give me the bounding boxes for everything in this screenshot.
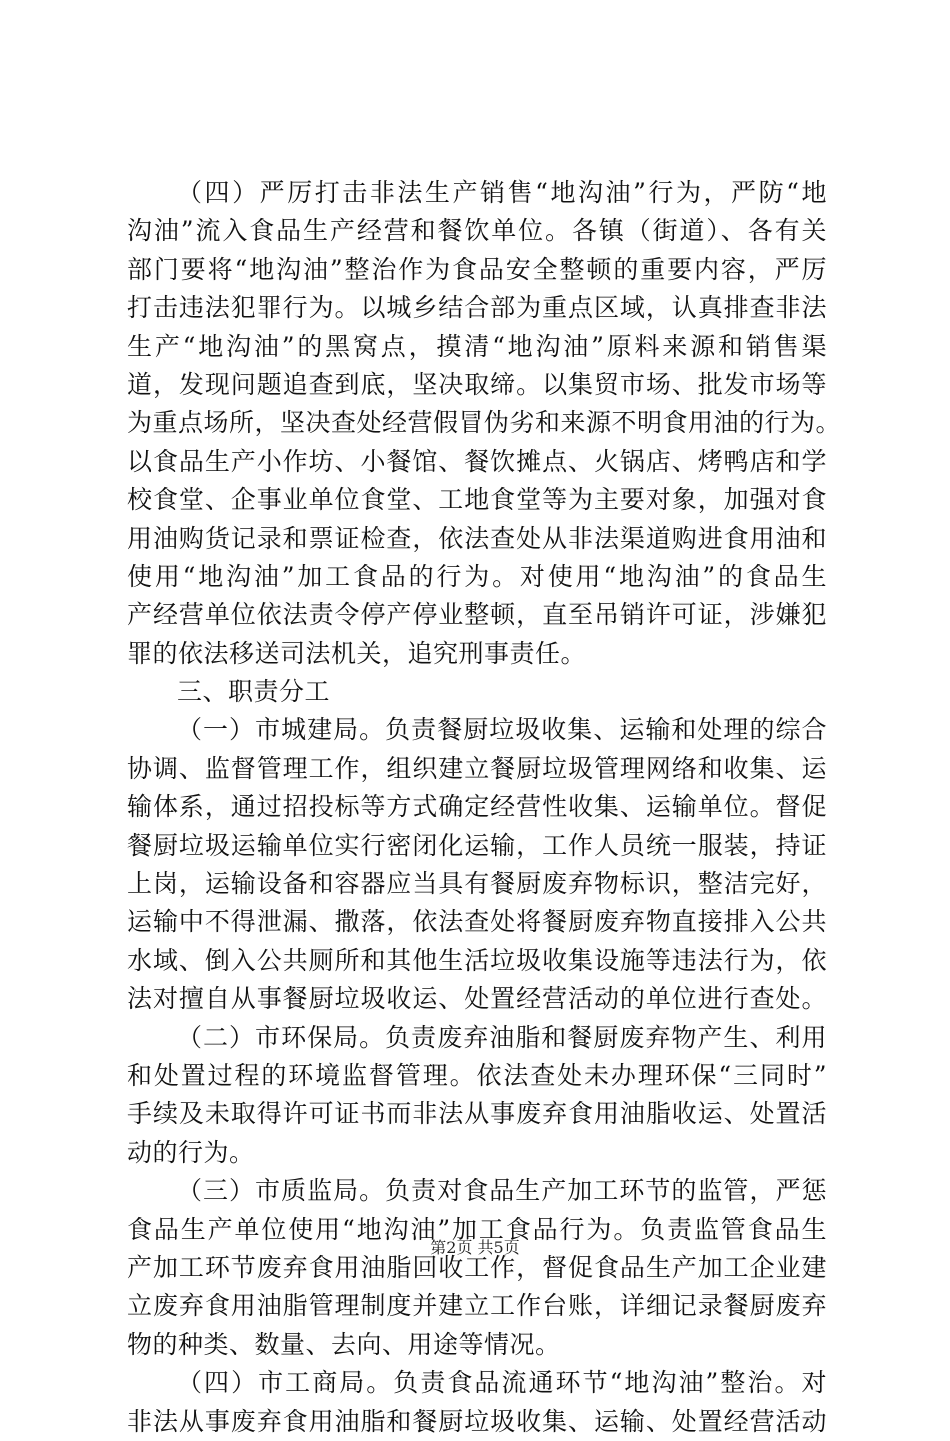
- text-line: （三）市质监局。负责对食品生产加工环节的监管，严惩: [177, 1176, 827, 1206]
- text-line: 校食堂、企事业单位食堂、工地食堂等为主要对象，加强对食: [127, 485, 827, 515]
- text-line: 产经营单位依法责令停产停业整顿，直至吊销许可证，涉嫌犯: [127, 600, 827, 630]
- text-line: 打击违法犯罪行为。以城乡结合部为重点区域，认真排查非法: [127, 293, 827, 323]
- text-line: （四）严厉打击非法生产销售“地沟油”行为，严防“地: [177, 178, 827, 207]
- text-line: （四）市工商局。负责食品流通环节“地沟油”整治。对: [177, 1368, 827, 1398]
- text-line: 为重点场所，坚决查处经营假冒伪劣和来源不明食用油的行为。: [127, 408, 842, 438]
- text-line: 道，发现问题追查到底，坚决取缔。以集贸市场、批发市场等: [127, 369, 827, 399]
- text-line: 餐厨垃圾运输单位实行密闭化运输，工作人员统一服装，持证: [127, 830, 827, 860]
- text-line: 用油购货记录和票证检查，依法查处从非法渠道购进食用油和: [127, 523, 827, 553]
- text-line: 协调、监督管理工作，组织建立餐厨垃圾管理网络和收集、运: [127, 753, 827, 783]
- text-line: 物的种类、数量、去向、用途等情况。: [127, 1329, 561, 1359]
- text-line: 三、职责分工: [177, 677, 331, 707]
- text-line: 上岗，运输设备和容器应当具有餐厨废弃物标识，整洁完好，: [127, 869, 827, 899]
- text-line: 产加工环节废弃食用油脂回收工作，督促食品生产加工企业建: [127, 1252, 827, 1282]
- text-line: 立废弃食用油脂管理制度并建立工作台账，详细记录餐厨废弃: [127, 1291, 827, 1321]
- text-line: 以食品生产小作坊、小餐馆、餐饮摊点、火锅店、烤鸭店和学: [127, 446, 827, 476]
- text-line: 部门要将“地沟油”整治作为食品安全整顿的重要内容，严厉: [127, 254, 827, 284]
- text-line: 食品生产单位使用“地沟油”加工食品行为。负责监管食品生: [127, 1214, 827, 1244]
- text-line: （二）市环保局。负责废弃油脂和餐厨废弃物产生、利用: [177, 1022, 827, 1052]
- text-line: （一）市城建局。负责餐厨垃圾收集、运输和处理的综合: [177, 715, 827, 745]
- text-line: 动的行为。: [127, 1137, 255, 1167]
- text-line: 和处置过程的环境监督管理。依法查处未办理环保“三同时”: [127, 1060, 827, 1090]
- text-line: 沟油”流入食品生产经营和餐饮单位。各镇（街道）、各有关: [127, 216, 827, 246]
- text-line: 手续及未取得许可证书而非法从事废弃食用油脂收运、处置活: [127, 1099, 827, 1129]
- text-line: 生产“地沟油”的黑窝点，摸清“地沟油”原料来源和销售渠: [127, 331, 827, 361]
- text-line: 运输中不得泄漏、撒落，依法查处将餐厨废弃物直接排入公共: [127, 907, 827, 937]
- text-line: 法对擅自从事餐厨垃圾收运、处置经营活动的单位进行查处。: [127, 984, 827, 1014]
- text-line: 水域、倒入公共厕所和其他生活垃圾收集设施等违法行为，依: [127, 945, 827, 975]
- text-line: 输体系，通过招投标等方式确定经营性收集、运输单位。督促: [127, 792, 827, 822]
- text-line: 使用“地沟油”加工食品的行为。对使用“地沟油”的食品生: [127, 561, 827, 591]
- text-line: 罪的依法移送司法机关，追究刑事责任。: [127, 638, 587, 668]
- text-line: 非法从事废弃食用油脂和餐厨垃圾收集、运输、处置经营活动: [127, 1406, 827, 1436]
- page-footer: 第2页 共5页: [430, 1238, 520, 1257]
